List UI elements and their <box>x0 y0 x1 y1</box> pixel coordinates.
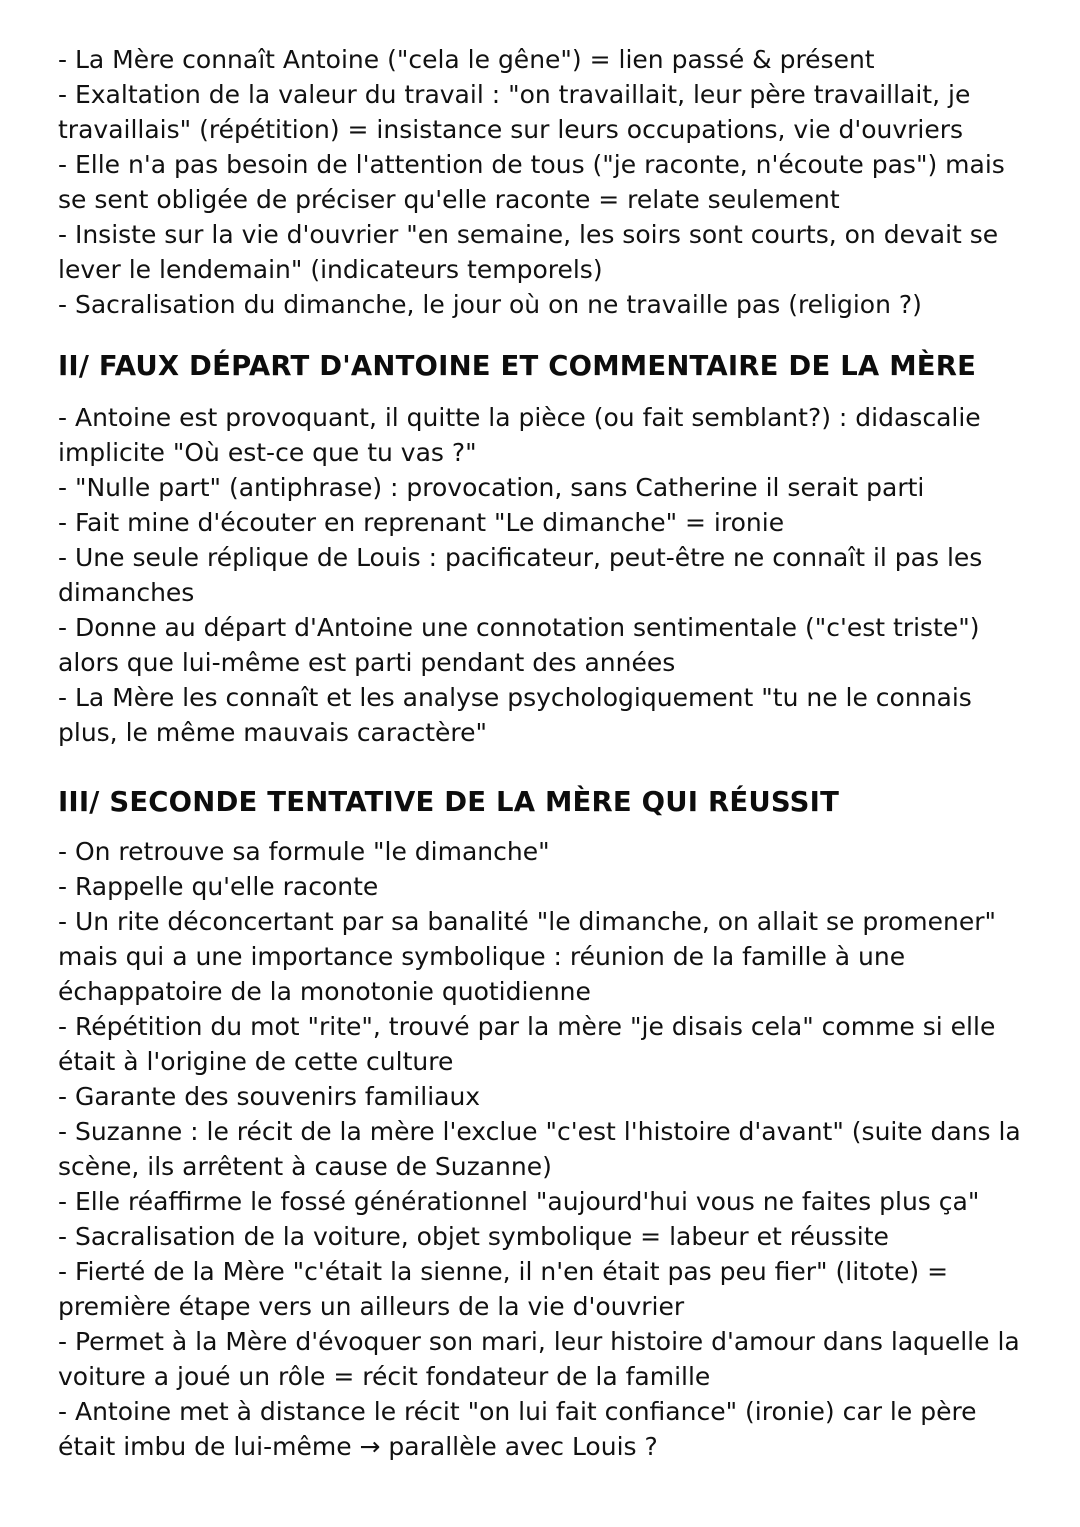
bullet-line: - Répétition du mot "rite", trouvé par la mère "je disais cela" comme si elle était à l'origine de cette culture <box>58 1012 996 1076</box>
bullet-line: - Suzanne : le récit de la mère l'exclue "c'est l'histoire d'avant" (suite dans la scène, ils arrêtent à cause de Suzanne) <box>58 1117 1021 1181</box>
bullet-line: - Antoine met à distance le récit "on lui fait confiance" (ironie) car le père était imbu de lui-même → parallèle avec Louis ? <box>58 1397 977 1461</box>
section-3-heading: III/ SECONDE TENTATIVE DE LA MÈRE QUI RÉUSSIT <box>58 786 840 818</box>
bullet-line: - Un rite déconcertant par sa banalité "le dimanche, on allait se promener" mais qui a une importance symbolique : réunion de la famille à une échappatoire de la monotonie quotidienne <box>58 907 997 1006</box>
bullet-line: - La Mère les connaît et les analyse psychologiquement "tu ne le connais plus, le même mauvais caractère" <box>58 683 972 747</box>
bullet-line: - Exaltation de la valeur du travail : "on travaillait, leur père travaillait, je travaillais" (répétition) = insistance sur leurs occupations, vie d'ouvriers <box>58 80 971 144</box>
section-1-body <box>58 42 1038 322</box>
section-2-body <box>58 400 1038 750</box>
bullet-line: - Rappelle qu'elle raconte <box>58 872 379 901</box>
bullet-line: - On retrouve sa formule "le dimanche" <box>58 837 550 866</box>
bullet-line: - Fierté de la Mère "c'était la sienne, il n'en était pas peu fier" (litote) = première étape vers un ailleurs de la vie d'ouvrier <box>58 1257 949 1321</box>
section-2-heading: II/ FAUX DÉPART D'ANTOINE ET COMMENTAIRE DE LA MÈRE <box>58 350 977 382</box>
bullet-line: - "Nulle part" (antiphrase) : provocation, sans Catherine il serait parti <box>58 473 925 502</box>
bullet-line: - Permet à la Mère d'évoquer son mari, leur histoire d'amour dans laquelle la voiture a joué un rôle = récit fondateur de la famille <box>58 1327 1020 1391</box>
bullet-line: - Antoine est provoquant, il quitte la pièce (ou fait semblant?) : didascalie implicite "Où est-ce que tu vas ?" <box>58 403 981 467</box>
bullet-line: - Fait mine d'écouter en reprenant "Le dimanche" = ironie <box>58 508 785 537</box>
bullet-line: - Insiste sur la vie d'ouvrier "en semaine, les soirs sont courts, on devait se lever le lendemain" (indicateurs temporels) <box>58 220 999 284</box>
section-3-body <box>58 834 1038 1464</box>
bullet-line: - Donne au départ d'Antoine une connotation sentimentale ("c'est triste") alors que lui-même est parti pendant des années <box>58 613 980 677</box>
bullet-line: - La Mère connaît Antoine ("cela le gêne") = lien passé & présent <box>58 45 875 74</box>
notes-page <box>58 42 1038 1464</box>
bullet-line: - Garante des souvenirs familiaux <box>58 1082 481 1111</box>
bullet-line: - Elle n'a pas besoin de l'attention de tous ("je raconte, n'écoute pas") mais se sent obligée de préciser qu'elle raconte = relate seulement <box>58 150 1005 214</box>
bullet-line: - Une seule réplique de Louis : pacificateur, peut-être ne connaît il pas les dimanches <box>58 543 983 607</box>
bullet-line: - Sacralisation du dimanche, le jour où on ne travaille pas (religion ?) <box>58 290 922 319</box>
bullet-line: - Sacralisation de la voiture, objet symbolique = labeur et réussite <box>58 1222 889 1251</box>
bullet-line: - Elle réaffirme le fossé générationnel "aujourd'hui vous ne faites plus ça" <box>58 1187 980 1216</box>
